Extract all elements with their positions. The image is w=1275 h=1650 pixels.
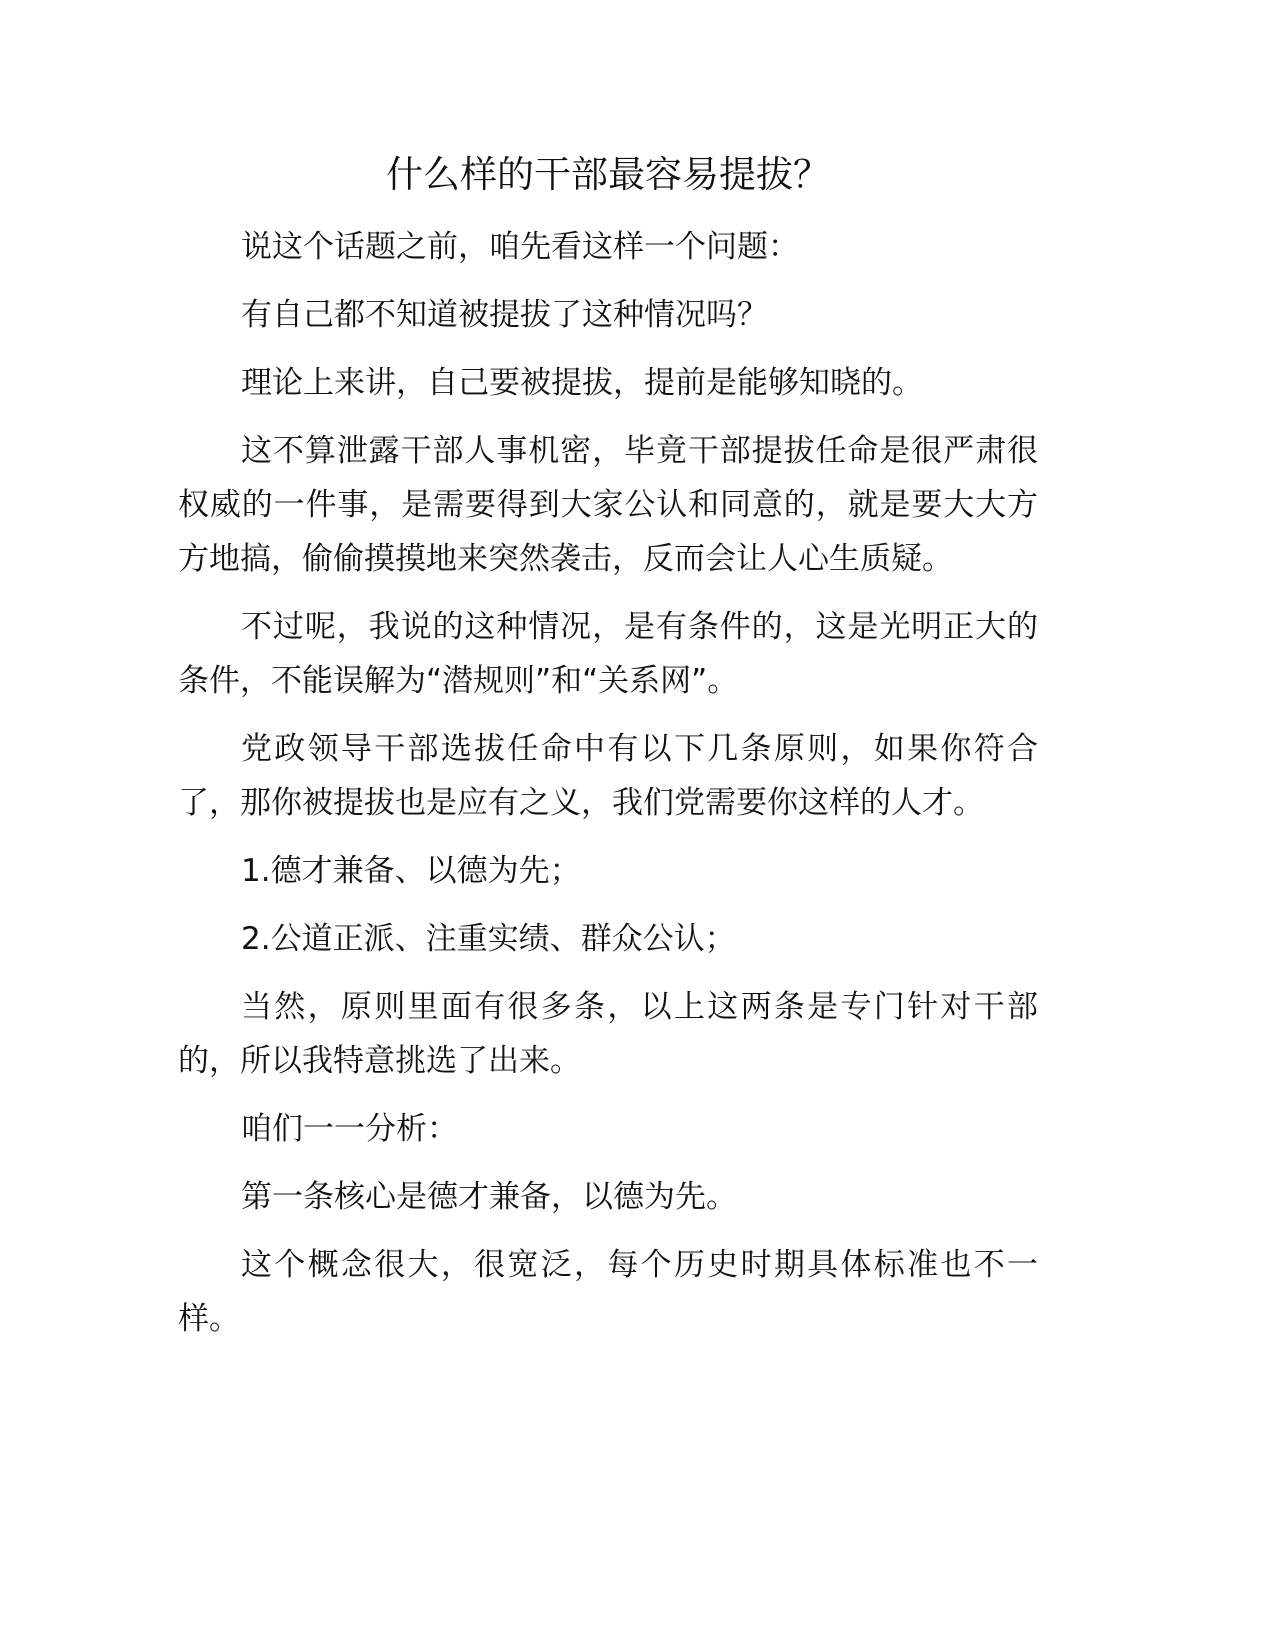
- paragraph: 理论上来讲，自己要被提拔，提前是能够知晓的。: [241, 365, 923, 401]
- paragraph: 说这个话题之前，咱先看这样一个问题：: [241, 229, 799, 265]
- paragraph: 有自己都不知道被提拔了这种情况吗？: [241, 297, 768, 333]
- paragraph: 党政领导干部选拔任命中有以下几条原则，如果你符合了，那你被提拔也是应有之义，我们党需要你这样的人才。: [178, 731, 1038, 821]
- document-title: 什么样的干部最容易提拔？: [386, 153, 830, 196]
- paragraph: 当然，原则里面有很多条，以上这两条是专门针对干部的，所以我特意挑选了出来。: [178, 989, 1038, 1079]
- document-page: [178, 148, 1038, 1360]
- paragraph: 第一条核心是德才兼备，以德为先。: [241, 1179, 737, 1215]
- paragraph: 这个概念很大，很宽泛，每个历史时期具体标准也不一样。: [178, 1247, 1038, 1337]
- paragraph: 这不算泄露干部人事机密，毕竟干部提拔任命是很严肃很权威的一件事，是需要得到大家公认和同意的，就是要大大方方地搞，偷偷摸摸地来突然袭击，反而会让人心生质疑。: [178, 433, 1038, 577]
- list-item: 1.德才兼备、以德为先；: [241, 853, 581, 889]
- paragraph: 不过呢，我说的这种情况，是有条件的，这是光明正大的条件，不能误解为“潜规则”和“关系网”。: [178, 609, 1038, 699]
- paragraph: 咱们一一分析：: [241, 1111, 458, 1147]
- list-item: 2.公道正派、注重实绩、群众公认；: [241, 921, 736, 957]
